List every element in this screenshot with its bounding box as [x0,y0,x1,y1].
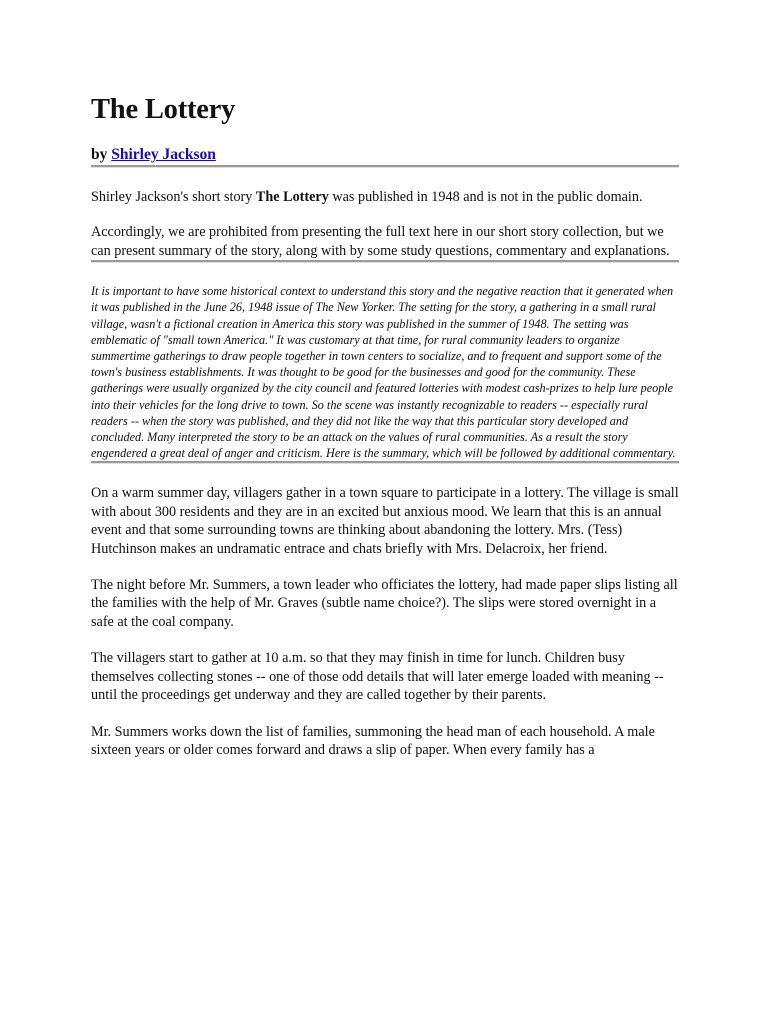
story-title-bold: The Lottery [255,189,329,205]
document-page [91,92,679,759]
intro-text: Shirley Jackson's short story [91,189,256,205]
page-title: The Lottery [91,94,236,125]
byline [91,145,679,165]
summary-paragraph: The night before Mr. Summers, a town leader who officiates the lottery, had made paper slips listing all the families with the help of Mr. Graves (subtle name choice?). The slips were stored overnight in a safe at the coal company. [91,577,678,630]
intro-paragraph [91,188,679,206]
byline-prefix: by [91,146,112,163]
historical-context-paragraph: It is important to have some historical context to understand this story and the negative reaction that it generated when it was published in the June 26, 1948 issue of The New Yorker. The setting for the story, a gathering in a small rural village, wasn't a fictional creation in America this story was published in the summer of 1948. The setting was emblematic of "small town America." It was customary at that time, for rural community leaders to organize summertime gatherings to draw people together in town centers to socialize, and to frequent and support some of the town's business establishments. It was thought to be good for the businesses and good for the community. These gatherings were usually organized by the city council and featured lotteries with modest cash-prizes to help lure people into their vehicles for the long drive to town. So the scene was instantly recognizable to readers -- especially rural readers -- when the story was published, and they did not like the way that this particular story developed and concluded. Many interpreted the story to be an attack on the values of rural communities. As a result the story engendered a great deal of anger and criticism. Here is the summary, which will be followed by additional commentary. [91,284,676,461]
summary-paragraph: The villagers start to gather at 10 a.m. so that they may finish in time for lunch. Children busy themselves collecting stones -- one of those odd details that will later emerge loaded with meaning -- until the proceedings get underway and they are called together by their parents. [91,650,664,704]
author-link[interactable]: Shirley Jackson [111,146,216,163]
summary-paragraph: On a warm summer day, villagers gather in a town square to participate in a lottery. The village is small with about 300 residents and they are in an excited but anxious mood. We learn that this is an annual event and that some surrounding towns are thinking about abandoning the lottery. Mrs. (Tess) Hutchinson makes an undramatic entrace and chats briefly with Mrs. Delacroix, her friend. [91,485,679,557]
divider [91,260,679,263]
divider [91,461,679,464]
summary-paragraph: Mr. Summers works down the list of families, summoning the head man of each household. A male sixteen years or older comes forward and draws a slip of paper. When every family has a [91,723,655,758]
notice-paragraph: Accordingly, we are prohibited from presenting the full text here in our short story collection, but we can present summary of the story, along with by some study questions, commentary and explanations. [91,224,670,259]
divider [91,165,679,168]
intro-text: was published in 1948 and is not in the public domain. [328,189,643,205]
